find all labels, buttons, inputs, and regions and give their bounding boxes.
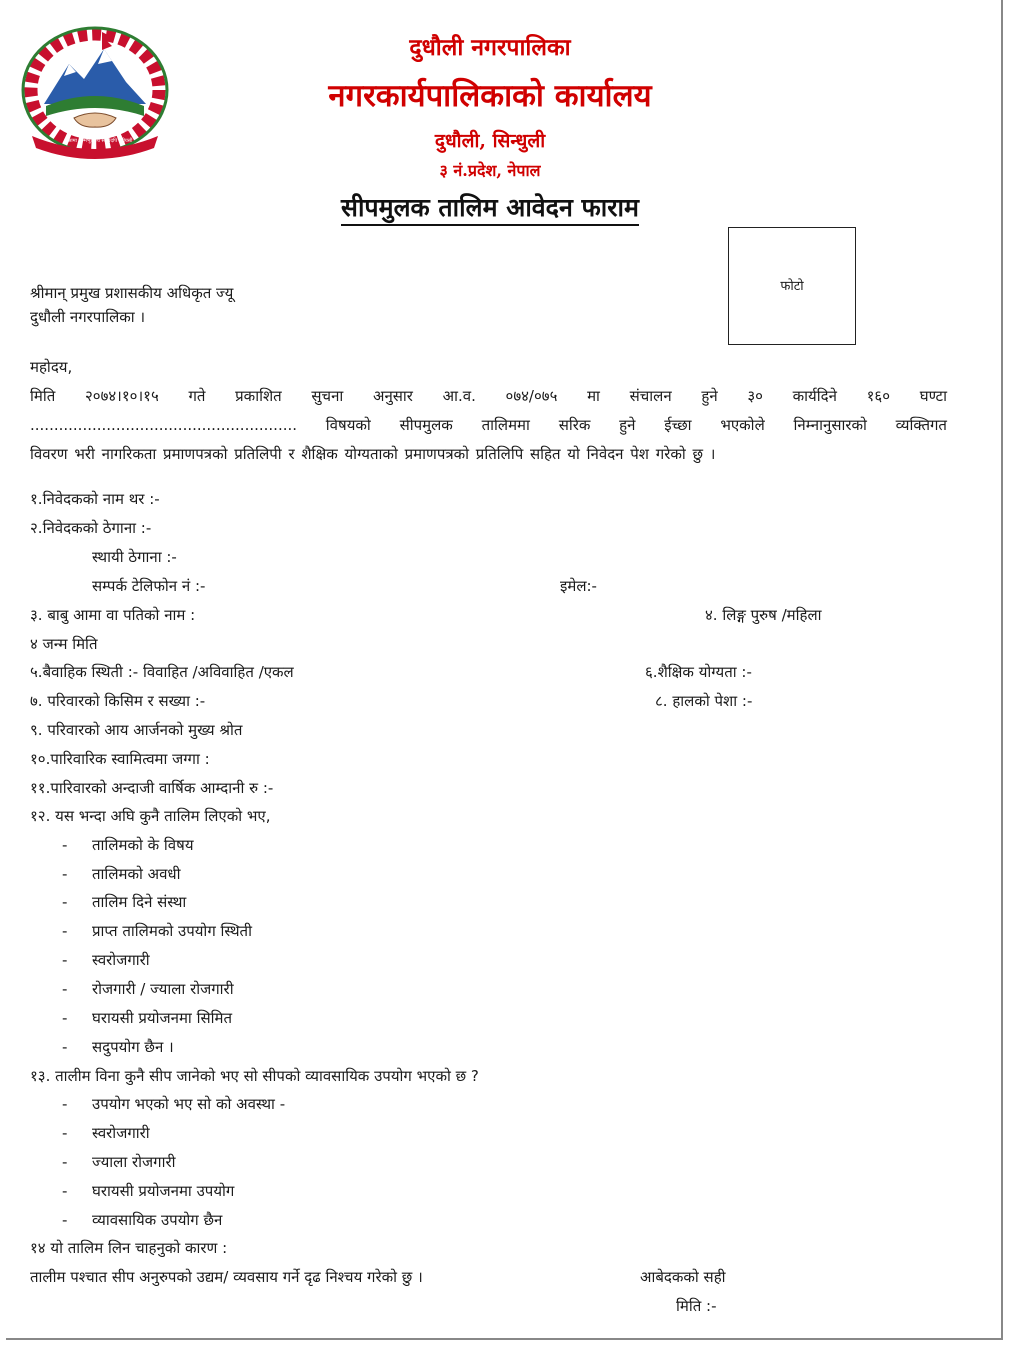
field-dob: ४ जन्म मिति	[30, 635, 98, 653]
office-address: दुधौली, सिन्धुली	[434, 130, 546, 152]
list-item: सदुपयोग छैन ।	[92, 1038, 174, 1056]
bullet: -	[62, 951, 68, 969]
list-item: व्यावसायिक उपयोग छैन	[92, 1211, 223, 1229]
intro-line-2: ........................................................ विषयको सीपमुलक तालिममा सरिक हुने ईच्छा भएकोले निम्नानुसारको व्यक्तिगत	[30, 416, 947, 434]
field-parent-name: ३. बाबु आमा वा पतिको नाम :	[30, 606, 196, 624]
commitment-statement: तालीम पश्चात सीप अनुरुपको उद्यम/ व्यवसाय गर्ने दृढ निश्चय गरेको छु ।	[30, 1268, 423, 1286]
date-label: मिति :-	[676, 1297, 717, 1315]
field-annual-income: ११.पारिवारको अन्दाजी वार्षिक आम्दानी रु :-	[30, 779, 274, 797]
bullet: -	[62, 980, 68, 998]
field-email: इमेल:-	[560, 577, 597, 595]
field-gender: ४. लिङ्ग पुरुष /महिला	[705, 606, 822, 624]
bullet: -	[62, 836, 68, 854]
bullet: -	[62, 1153, 68, 1171]
list-item: घरायसी प्रयोजनमा सिमित	[92, 1009, 233, 1027]
field-training-reason: १४ यो तालिम लिन चाहनुको कारण :	[30, 1239, 228, 1257]
municipality-name: दुधौली नगरपालिका	[409, 34, 571, 61]
form-title: सीपमुलक तालिम आवेदन फाराम	[240, 190, 740, 224]
photo-box	[728, 227, 856, 345]
list-item: घरायसी प्रयोजनमा उपयोग	[92, 1182, 235, 1200]
field-skill-without-training: १३. तालीम विना कुनै सीप जानेको भए सो सीपको व्यावसायिक उपयोग भएको छ ?	[30, 1067, 479, 1085]
list-item: तालिमको के विषय	[92, 836, 194, 854]
bullet: -	[62, 922, 68, 940]
office-name: नगरकार्यपालिकाको कार्यालय	[328, 78, 652, 114]
emblem-motto: आमा जन्मभूमिश्च स्वर्गादपि गरीयसी	[67, 138, 133, 144]
intro-line-3: विवरण भरी नागरिकता प्रमाणपत्रको प्रतिलिपी र शैक्षिक योग्यताको प्रमाणपत्रको प्रतिलिपि सहित यो निवेदन पेश गरेको छु ।	[30, 445, 716, 463]
field-previous-training: १२. यस भन्दा अघि कुनै तालिम लिएको भए,	[30, 807, 271, 825]
field-marital-status: ५.बैवाहिक स्थिती :- विवाहित /अविवाहित /एकल	[30, 663, 294, 681]
bullet: -	[62, 1211, 68, 1229]
bullet: -	[62, 1038, 68, 1056]
field-contact-phone: सम्पर्क टेलिफोन नं :-	[92, 577, 206, 595]
list-item: प्राप्त तालिमको उपयोग स्थिती	[92, 922, 252, 940]
field-applicant-name: १.निवेदकको नाम थर :-	[30, 490, 160, 508]
field-occupation: ८. हालको पेशा :-	[655, 692, 753, 710]
list-item: उपयोग भएको भए सो को अवस्था -	[92, 1095, 286, 1113]
addressee-line-2: दुधौली नगरपालिका ।	[30, 308, 146, 326]
field-permanent-address: स्थायी ठेगाना :-	[92, 548, 177, 566]
province-line: ३ नं.प्रदेश, नेपाल	[439, 161, 541, 180]
intro-line-1: मिति २०७४।१०।१५ गते प्रकाशित सुचना अनुसार आ.व. ०७४/०७५ मा संचालन हुने ३० कार्यदिने १६० घण्टा	[30, 387, 947, 405]
list-item: ज्याला रोजगारी	[92, 1153, 176, 1171]
bullet: -	[62, 1182, 68, 1200]
field-education: ६.शैक्षिक योग्यता :-	[645, 663, 752, 681]
bullet: -	[62, 1124, 68, 1142]
list-item: तालिमको अवधी	[92, 865, 181, 883]
bullet: -	[62, 1009, 68, 1027]
addressee-line-1: श्रीमान् प्रमुख प्रशासकीय अधिकृत ज्यू	[30, 284, 234, 302]
photo-label: फोटो	[780, 279, 804, 294]
field-land-ownership: १०.पारिवारिक स्वामित्वमा जग्गा :	[30, 750, 210, 768]
list-item: स्वरोजगारी	[92, 951, 150, 969]
field-family-size: ७. परिवारको किसिम र सख्या :-	[30, 692, 206, 710]
bullet: -	[62, 865, 68, 883]
field-applicant-address: २.निवेदकको ठेगाना :-	[30, 519, 152, 537]
field-income-source: ९. परिवारको आय आर्जनको मुख्य श्रोत	[30, 721, 243, 739]
bullet: -	[62, 893, 68, 911]
salutation: महोदय,	[30, 358, 73, 376]
list-item: स्वरोजगारी	[92, 1124, 150, 1142]
list-item: रोजगारी / ज्याला रोजगारी	[92, 980, 234, 998]
bullet: -	[62, 1095, 68, 1113]
signature-label: आबेदकको सही	[640, 1268, 726, 1286]
list-item: तालिम दिने संस्था	[92, 893, 187, 911]
